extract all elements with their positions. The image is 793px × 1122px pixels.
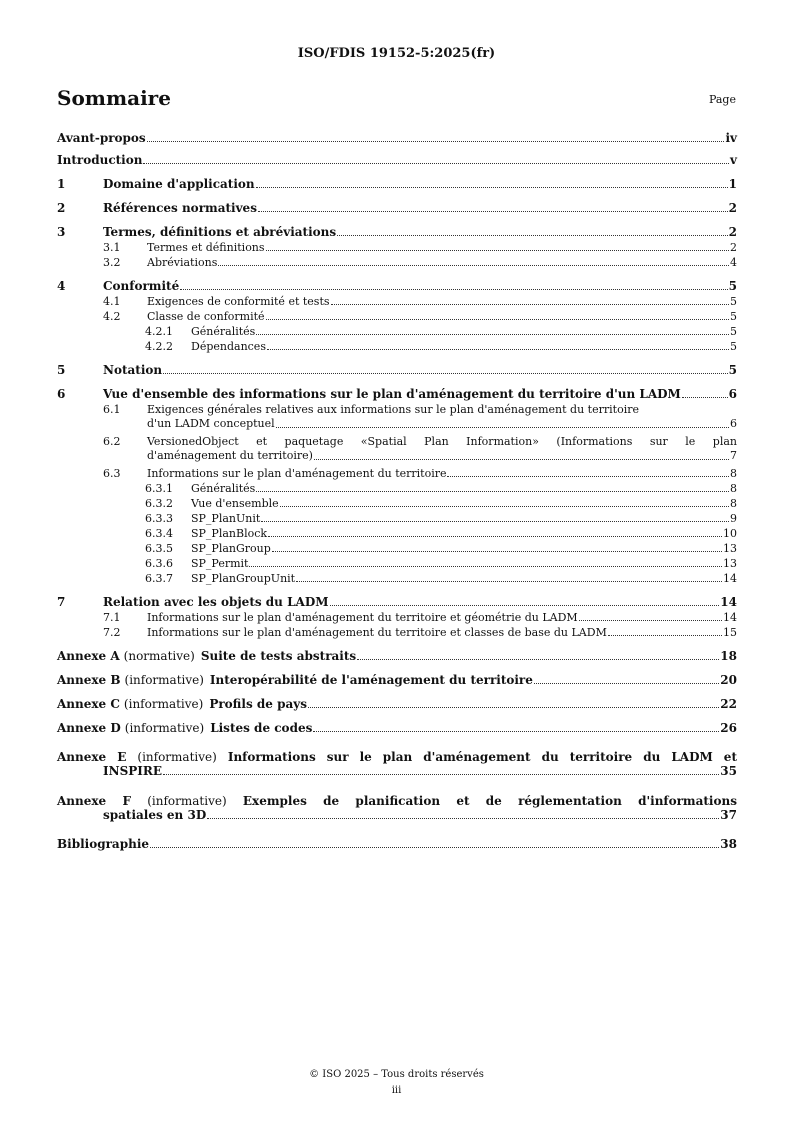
page-title: Sommaire [57,86,171,110]
toc-entry-7[interactable]: 7 Relation avec les objets du LADM 14 [57,595,737,609]
toc-entry-annex-a[interactable]: Annexe A (normative) Suite de tests abstraits 18 [57,649,737,663]
toc-entry-introduction[interactable]: Introduction v [57,153,737,167]
toc-entry-6-3-7[interactable]: 6.3.7 SP_PlanGroupUnit 14 [145,572,737,585]
toc-entry-bibliographie[interactable]: Bibliographie 38 [57,837,737,851]
toc-entry-6-1[interactable]: 6.1 Exigences générales relatives aux informations sur le plan d'aménagement du territoire d'un LADM conceptuel 6 [103,403,737,430]
toc-entry-6-2[interactable]: 6.2 VersionedObject et paquetage «Spatial Plan Information» (Informations sur le plan d'aménagement du territoire) 7 [103,435,737,462]
toc-entry-annex-c[interactable]: Annexe C (informative) Profils de pays 22 [57,697,737,711]
toc-entry-6-3[interactable]: 6.3 Informations sur le plan d'aménagement du territoire 8 [103,467,737,480]
toc-entry-6-3-3[interactable]: 6.3.3 SP_PlanUnit 9 [145,512,737,525]
toc-entry-6-3-2[interactable]: 6.3.2 Vue d'ensemble 8 [145,497,737,510]
toc-entry-7-1[interactable]: 7.1 Informations sur le plan d'aménagement du territoire et géométrie du LADM 14 [103,611,737,624]
toc-entry-6-3-6[interactable]: 6.3.6 SP_Permit 13 [145,557,737,570]
toc-entry-annex-b[interactable]: Annexe B (informative) Interopérabilité de l'aménagement du territoire 20 [57,673,737,687]
toc-entry-2[interactable]: 2 Références normatives 2 [57,201,737,215]
toc-entry-avant-propos[interactable]: Avant-propos iv [57,131,737,145]
toc-entry-6[interactable]: 6 Vue d'ensemble des informations sur le plan d'aménagement du territoire d'un LADM 6 [57,387,737,401]
toc-entry-annex-e[interactable]: Annexe E (informative) Informations sur le plan d'aménagement du territoire du LADM et INSPIRE 35 [57,750,737,778]
toc-entry-4-2-2[interactable]: 4.2.2 Dépendances 5 [145,340,737,353]
toc-entry-4-1[interactable]: 4.1 Exigences de conformité et tests 5 [103,295,737,308]
page-footer [0,1067,793,1099]
toc-entry-6-3-4[interactable]: 6.3.4 SP_PlanBlock 10 [145,527,737,540]
toc-entry-3-2[interactable]: 3.2 Abréviations 4 [103,256,737,269]
toc-entry-annex-f[interactable]: Annexe F (informative) Exemples de planification et de réglementation d'informations spatiales en 3D 37 [57,794,737,822]
page-column-label: Page [708,93,736,106]
toc-entry-3-1[interactable]: 3.1 Termes et définitions 2 [103,241,737,254]
toc-entry-4[interactable]: 4 Conformité 5 [57,279,737,293]
toc-entry-6-3-5[interactable]: 6.3.5 SP_PlanGroup 13 [145,542,737,555]
toc-entry-1[interactable]: 1 Domaine d'application 1 [57,177,737,191]
toc-entry-6-3-1[interactable]: 6.3.1 Généralités 8 [145,482,737,495]
toc-entry-4-2[interactable]: 4.2 Classe de conformité 5 [103,310,737,323]
toc-entry-7-2[interactable]: 7.2 Informations sur le plan d'aménagement du territoire et classes de base du LADM 15 [103,626,737,639]
toc-entry-3[interactable]: 3 Termes, définitions et abréviations 2 [57,225,737,239]
page-number: iii [391,1085,402,1096]
document-id-header: ISO/FDIS 19152-5:2025(fr) [297,46,496,61]
toc-entry-5[interactable]: 5 Notation 5 [57,363,737,377]
toc-entry-4-2-1[interactable]: 4.2.1 Généralités 5 [145,325,737,338]
toc-entry-annex-d[interactable]: Annexe D (informative) Listes de codes 26 [57,721,737,735]
copyright-notice: © ISO 2025 – Tous droits réservés [309,1069,484,1080]
